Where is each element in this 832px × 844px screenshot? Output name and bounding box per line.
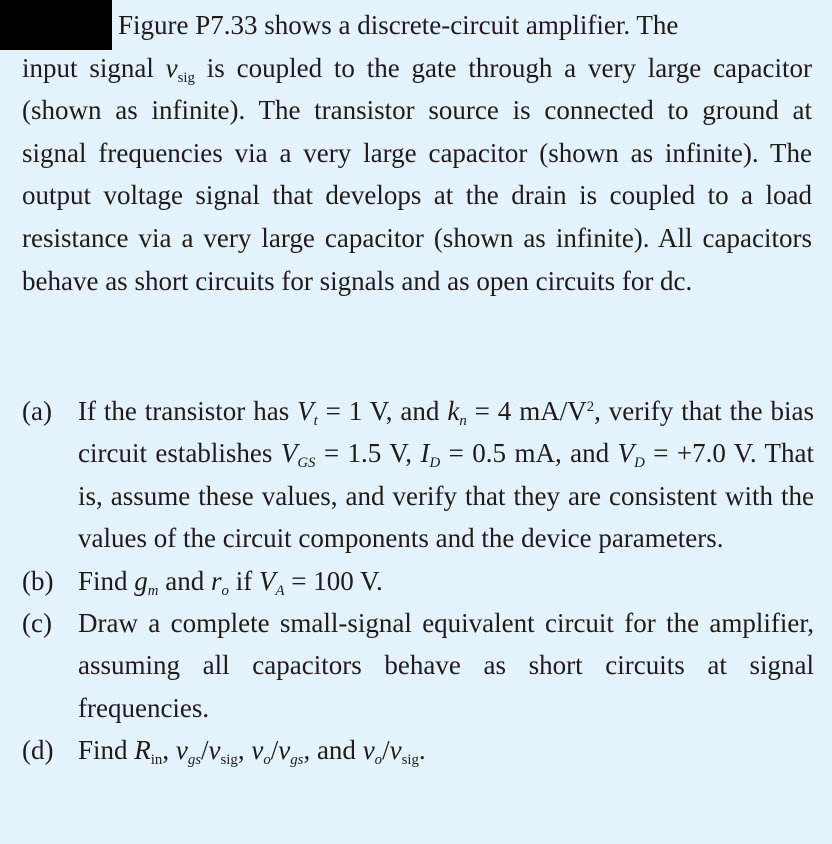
part-b <box>22 560 814 602</box>
part-d-label: (d) <box>22 735 54 766</box>
part-b-label: (b) <box>22 565 54 596</box>
part-c <box>22 602 814 729</box>
intro-body: input signal $v_{sig}$ is coupled to the gate through a very large capacitor (shown as infinite). The transistor source is connected to ground at signal frequencies via a very large capacitor (shown as infinite). The output voltage signal that develops at the drain is coupled to a load resistance via a very large capacitor (shown as infinite). All capacitors behave as short circuits for signals and as open circuits for dc. <box>22 52 812 296</box>
part-b-text: Find $g_m$ and $r_o$ if $V_A = 100$ V. <box>78 565 383 599</box>
part-c-label: (c) <box>22 608 52 639</box>
intro-first-line: Figure P7.33 shows a discrete-circuit amplifier. The <box>118 10 679 40</box>
problem-statement <box>22 4 812 302</box>
question-parts <box>22 390 814 772</box>
part-d-text: Find $R_{in}$, $v_{gs}/v_{sig}$, $v_o/v_{gs}$, and $v_o/v_{sig}$. <box>78 735 426 769</box>
part-a-text: If the transistor has $V_t = 1$ V, and $k_n = 4$ $mA/V^2$, verify that the bias circuit establishes $V_{GS} = 1.5$ V, $I_D = 0.5$ mA, and $V_D = +7.0$ V. That is, assume these values, and verify that they are consistent with the values of the circuit components and the device parameters. <box>78 396 814 554</box>
part-a <box>22 390 814 560</box>
part-c-text: Draw a complete small-signal equivalent circuit for the amplifier, assuming all capacitors behave as short circuits at signal frequencies. <box>78 608 814 723</box>
part-a-label: (a) <box>22 396 52 426</box>
part-d <box>22 729 814 771</box>
